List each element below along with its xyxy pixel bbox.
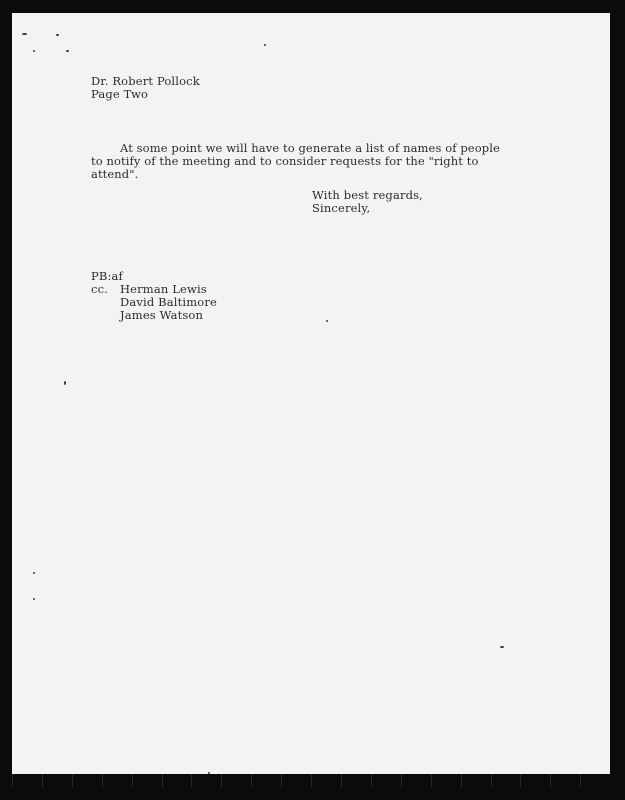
body-line: attend".: [91, 167, 139, 181]
paper-speck: [64, 381, 66, 385]
page-number-label: Page Two: [91, 87, 149, 101]
paper-speck: [326, 320, 328, 322]
closing-regards: With best regards,: [312, 188, 423, 202]
paper-speck: [33, 50, 35, 52]
paper-speck: [22, 33, 27, 35]
cc-name: David Baltimore: [120, 295, 217, 309]
cc-name: James Watson: [120, 308, 204, 322]
closing-sincerely: Sincerely,: [312, 201, 371, 215]
recipient-name: Dr. Robert Pollock: [91, 74, 200, 88]
typist-initials: PB:af: [91, 269, 123, 283]
body-line: to notify of the meeting and to consider requests for the "right to: [91, 154, 479, 168]
paper-speck: [33, 598, 35, 600]
cc-name: Herman Lewis: [120, 282, 207, 296]
paper-speck: [56, 34, 59, 36]
scan-ruler-strip: [12, 774, 610, 787]
body-paragraph: [91, 142, 501, 181]
paper-speck: [264, 44, 266, 46]
paper-speck: [500, 646, 504, 648]
cc-label: cc.: [91, 282, 108, 296]
paper-speck: [66, 50, 69, 52]
body-line: At some point we will have to generate a list of names of people: [120, 141, 500, 155]
letter-page: [12, 13, 610, 787]
paper-speck: [33, 572, 35, 574]
